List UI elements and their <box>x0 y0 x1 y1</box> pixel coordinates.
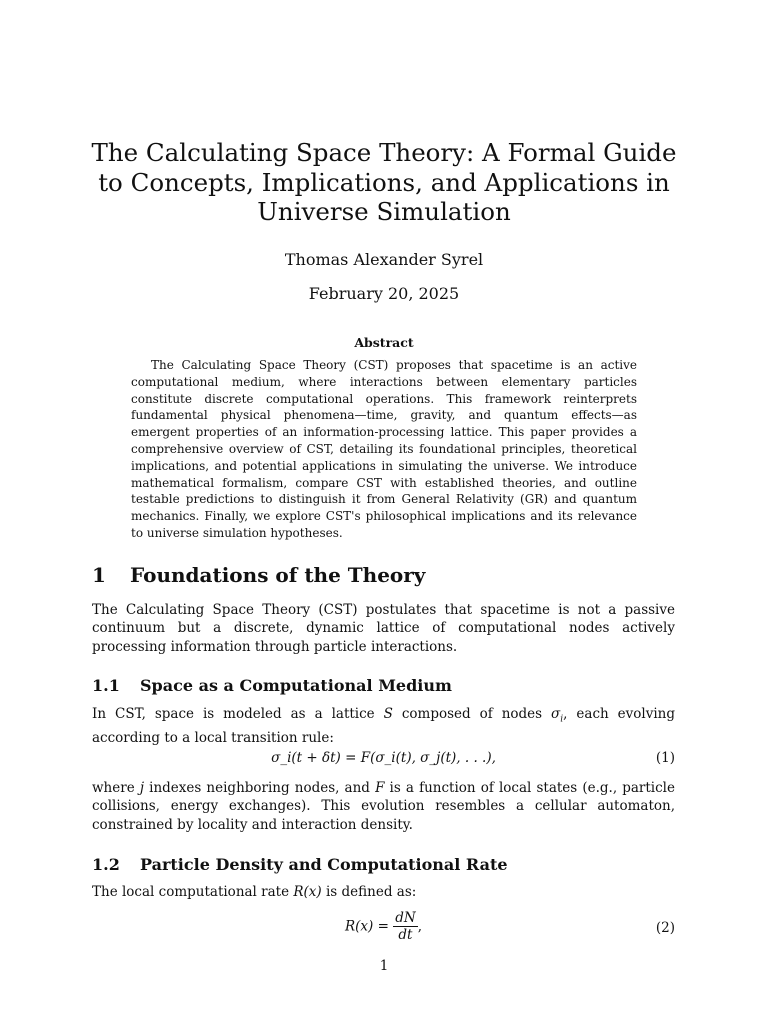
author-name: Thomas Alexander Syrel <box>284 250 484 269</box>
math-symbol: S <box>383 706 393 722</box>
equation-1-explanation: where j indexes neighboring nodes, and F is a function of local states (e.g., particle collisions, energy exchanges). This evolution resembles a cellular automaton, constrained by locality and interaction density. <box>92 780 675 833</box>
equation-body: σ_i(t + δt) = F(σ_i(t), σ_j(t), . . .), <box>271 750 496 766</box>
subsection-heading-1-1 <box>92 676 682 695</box>
subsection-number: 1.1 <box>92 676 120 695</box>
math-symbol: R(x) <box>293 884 322 900</box>
fraction-denominator: dt <box>398 927 413 943</box>
publication-date: February 20, 2025 <box>308 284 460 303</box>
fraction-numerator: dN <box>395 910 416 926</box>
subsection-title: Particle Density and Computational Rate <box>140 855 508 874</box>
section-heading-1 <box>92 563 682 587</box>
equation-body: R(x) = $\frac{dN}{dt}$ , <box>345 910 422 943</box>
section-title: Foundations of the Theory <box>130 563 426 587</box>
section-number: 1 <box>92 563 106 587</box>
paper-title: The Calculating Space Theory: A Formal Guide to Concepts, Implications, and Applications in Universe Simulation <box>91 138 677 226</box>
section-1-paragraph: The Calculating Space Theory (CST) postulates that spacetime is not a passive continuum but a discrete, dynamic lattice of computational nodes actively processing information through particle interactions. <box>92 602 675 655</box>
subsection-1-1-paragraph <box>92 705 675 747</box>
text-segment: In CST, space is modeled as a lattice <box>92 706 384 722</box>
math-symbol: j <box>139 780 144 796</box>
math-subscript: i <box>560 714 564 725</box>
fraction <box>393 910 417 943</box>
text-segment: composed of nodes <box>392 706 552 722</box>
subsection-heading-1-2 <box>92 855 682 874</box>
math-symbol: F <box>375 780 385 796</box>
equation-number: (1) <box>655 750 675 766</box>
page-number: 1 <box>379 958 389 974</box>
subsection-title: Space as a Computational Medium <box>140 676 452 695</box>
equation-2 <box>92 910 675 946</box>
abstract-heading: Abstract <box>354 335 414 350</box>
math-symbol: σ <box>551 706 561 722</box>
subsection-number: 1.2 <box>92 855 120 874</box>
abstract-text: The Calculating Space Theory (CST) proposes that spacetime is an active computational medium, where interactions between elementary particles constitute discrete computational operations. This framework reinterprets fundamental physical phenomena—time, gravity, and quantum effects—as emergent properties of an information-processing lattice. This paper provides a comprehensive overview of CST, detailing its foundational principles, theoretical implications, and potential applications in simulating the universe. We introduce mathematical formalism, compare CST with established theories, and outline testable predictions to distinguish it from General Relativity (GR) and quantum mechanics. Finally, we explore CST's philosophical implications and its relevance to universe simulation hypotheses. <box>131 358 637 540</box>
equation-number: (2) <box>655 920 675 936</box>
subsection-1-2-paragraph: The local computational rate R(x) is defined as: <box>92 884 417 900</box>
text-segment: , each evolving according to a local transition rule: <box>92 706 676 746</box>
